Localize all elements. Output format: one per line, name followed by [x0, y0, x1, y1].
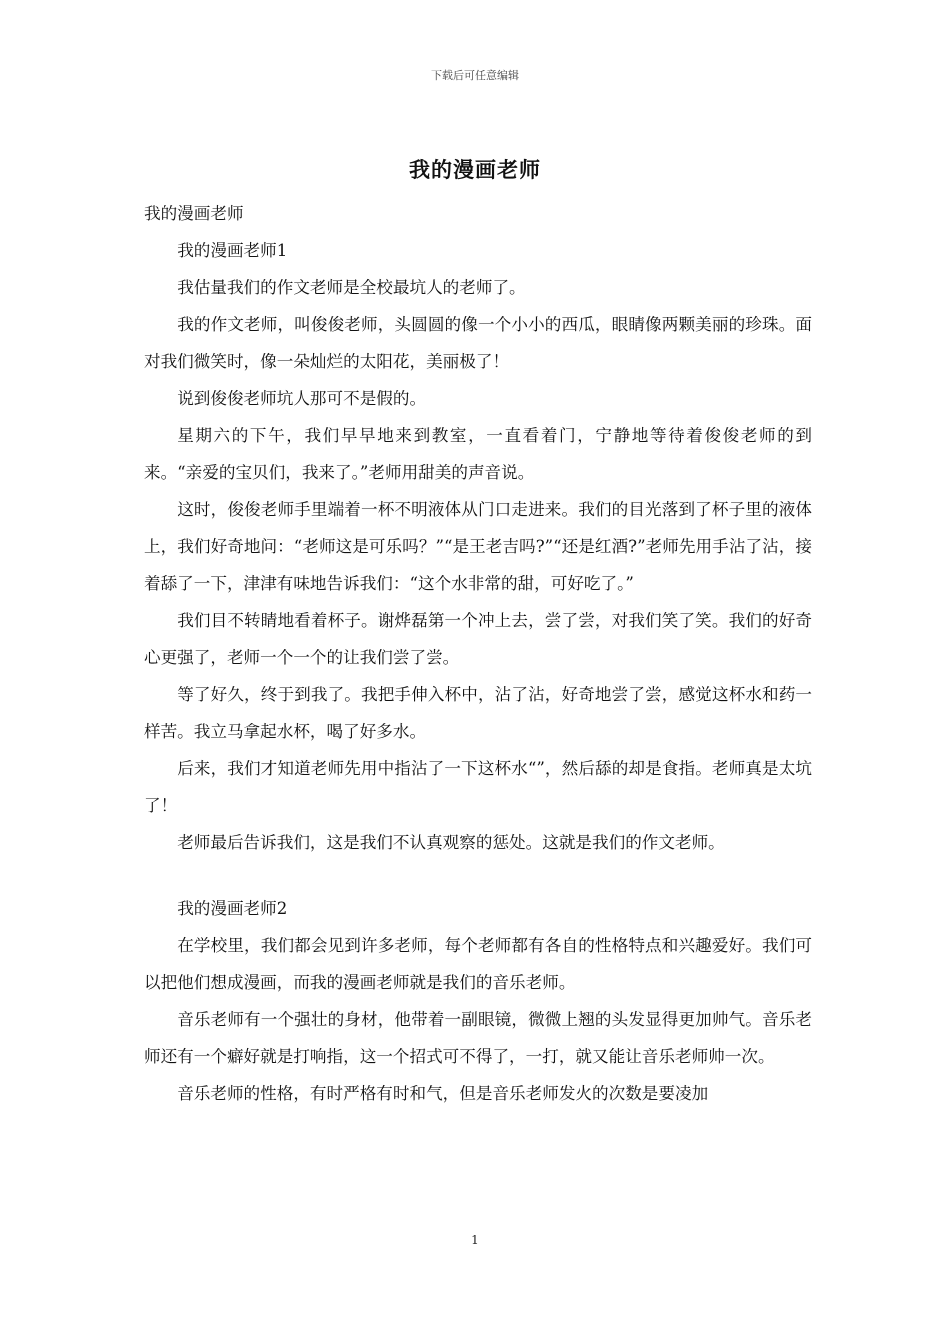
paragraph: 老师最后告诉我们，这是我们不认真观察的惩处。这就是我们的作文老师。 — [177, 833, 725, 852]
paragraph: 我的作文老师，叫俊俊老师，头圆圆的像一个小小的西瓜，眼睛像两颗美丽的珍珠。面对我们微笑时，像一朵灿烂的太阳花，美丽极了！ — [144, 315, 812, 371]
paragraph: 音乐老师的性格，有时严格有时和气，但是音乐老师发火的次数是要凌加 — [177, 1084, 709, 1103]
section-spacer — [144, 861, 812, 890]
document-subtitle: 我的漫画老师 — [144, 204, 244, 223]
document-title: 我的漫画老师 — [409, 157, 541, 182]
paragraph: 我估量我们的作文老师是全校最坑人的老师了。 — [177, 278, 526, 297]
paragraph: 我们目不转睛地看着杯子。谢烨磊第一个冲上去，尝了尝，对我们笑了笑。我们的好奇心更强了，老师一个一个的让我们尝了尝。 — [144, 611, 812, 667]
section-heading: 我的漫画老师2 — [177, 899, 288, 918]
paragraph: 说到俊俊老师坑人那可不是假的。 — [177, 389, 427, 408]
paragraph: 在学校里，我们都会见到许多老师，每个老师都有各自的性格特点和兴趣爱好。我们可以把他们想成漫画，而我的漫画老师就是我们的音乐老师。 — [144, 936, 812, 992]
page-number: 1 — [471, 1233, 479, 1247]
paragraph: 等了好久，终于到我了。我把手伸入杯中，沾了沾，好奇地尝了尝，感觉这杯水和药一样苦。我立马拿起水杯，喝了好多水。 — [144, 685, 812, 741]
page-header: 下载后可任意编辑 — [431, 69, 519, 82]
document-body — [144, 195, 812, 1112]
paragraph: 音乐老师有一个强壮的身材，他带着一副眼镜，微微上翘的头发显得更加帅气。音乐老师还有一个癖好就是打响指，这一个招式可不得了，一打，就又能让音乐老师帅一次。 — [144, 1010, 812, 1066]
section-heading: 我的漫画老师1 — [177, 241, 288, 260]
paragraph: 这时，俊俊老师手里端着一杯不明液体从门口走进来。我们的目光落到了杯子里的液体上，我们好奇地问：“老师这是可乐吗？”“是王老吉吗?”“还是红酒?”老师先用手沾了沾，接着舔了一下，津津有味地告诉我们：“这个水非常的甜，可好吃了。” — [144, 500, 812, 593]
paragraph: 星期六的下午，我们早早地来到教室，一直看着门，宁静地等待着俊俊老师的到来。“亲爱的宝贝们，我来了。”老师用甜美的声音说。 — [144, 426, 812, 482]
paragraph: 后来，我们才知道老师先用中指沾了一下这杯水“”，然后舔的却是食指。老师真是太坑了！ — [144, 759, 812, 815]
